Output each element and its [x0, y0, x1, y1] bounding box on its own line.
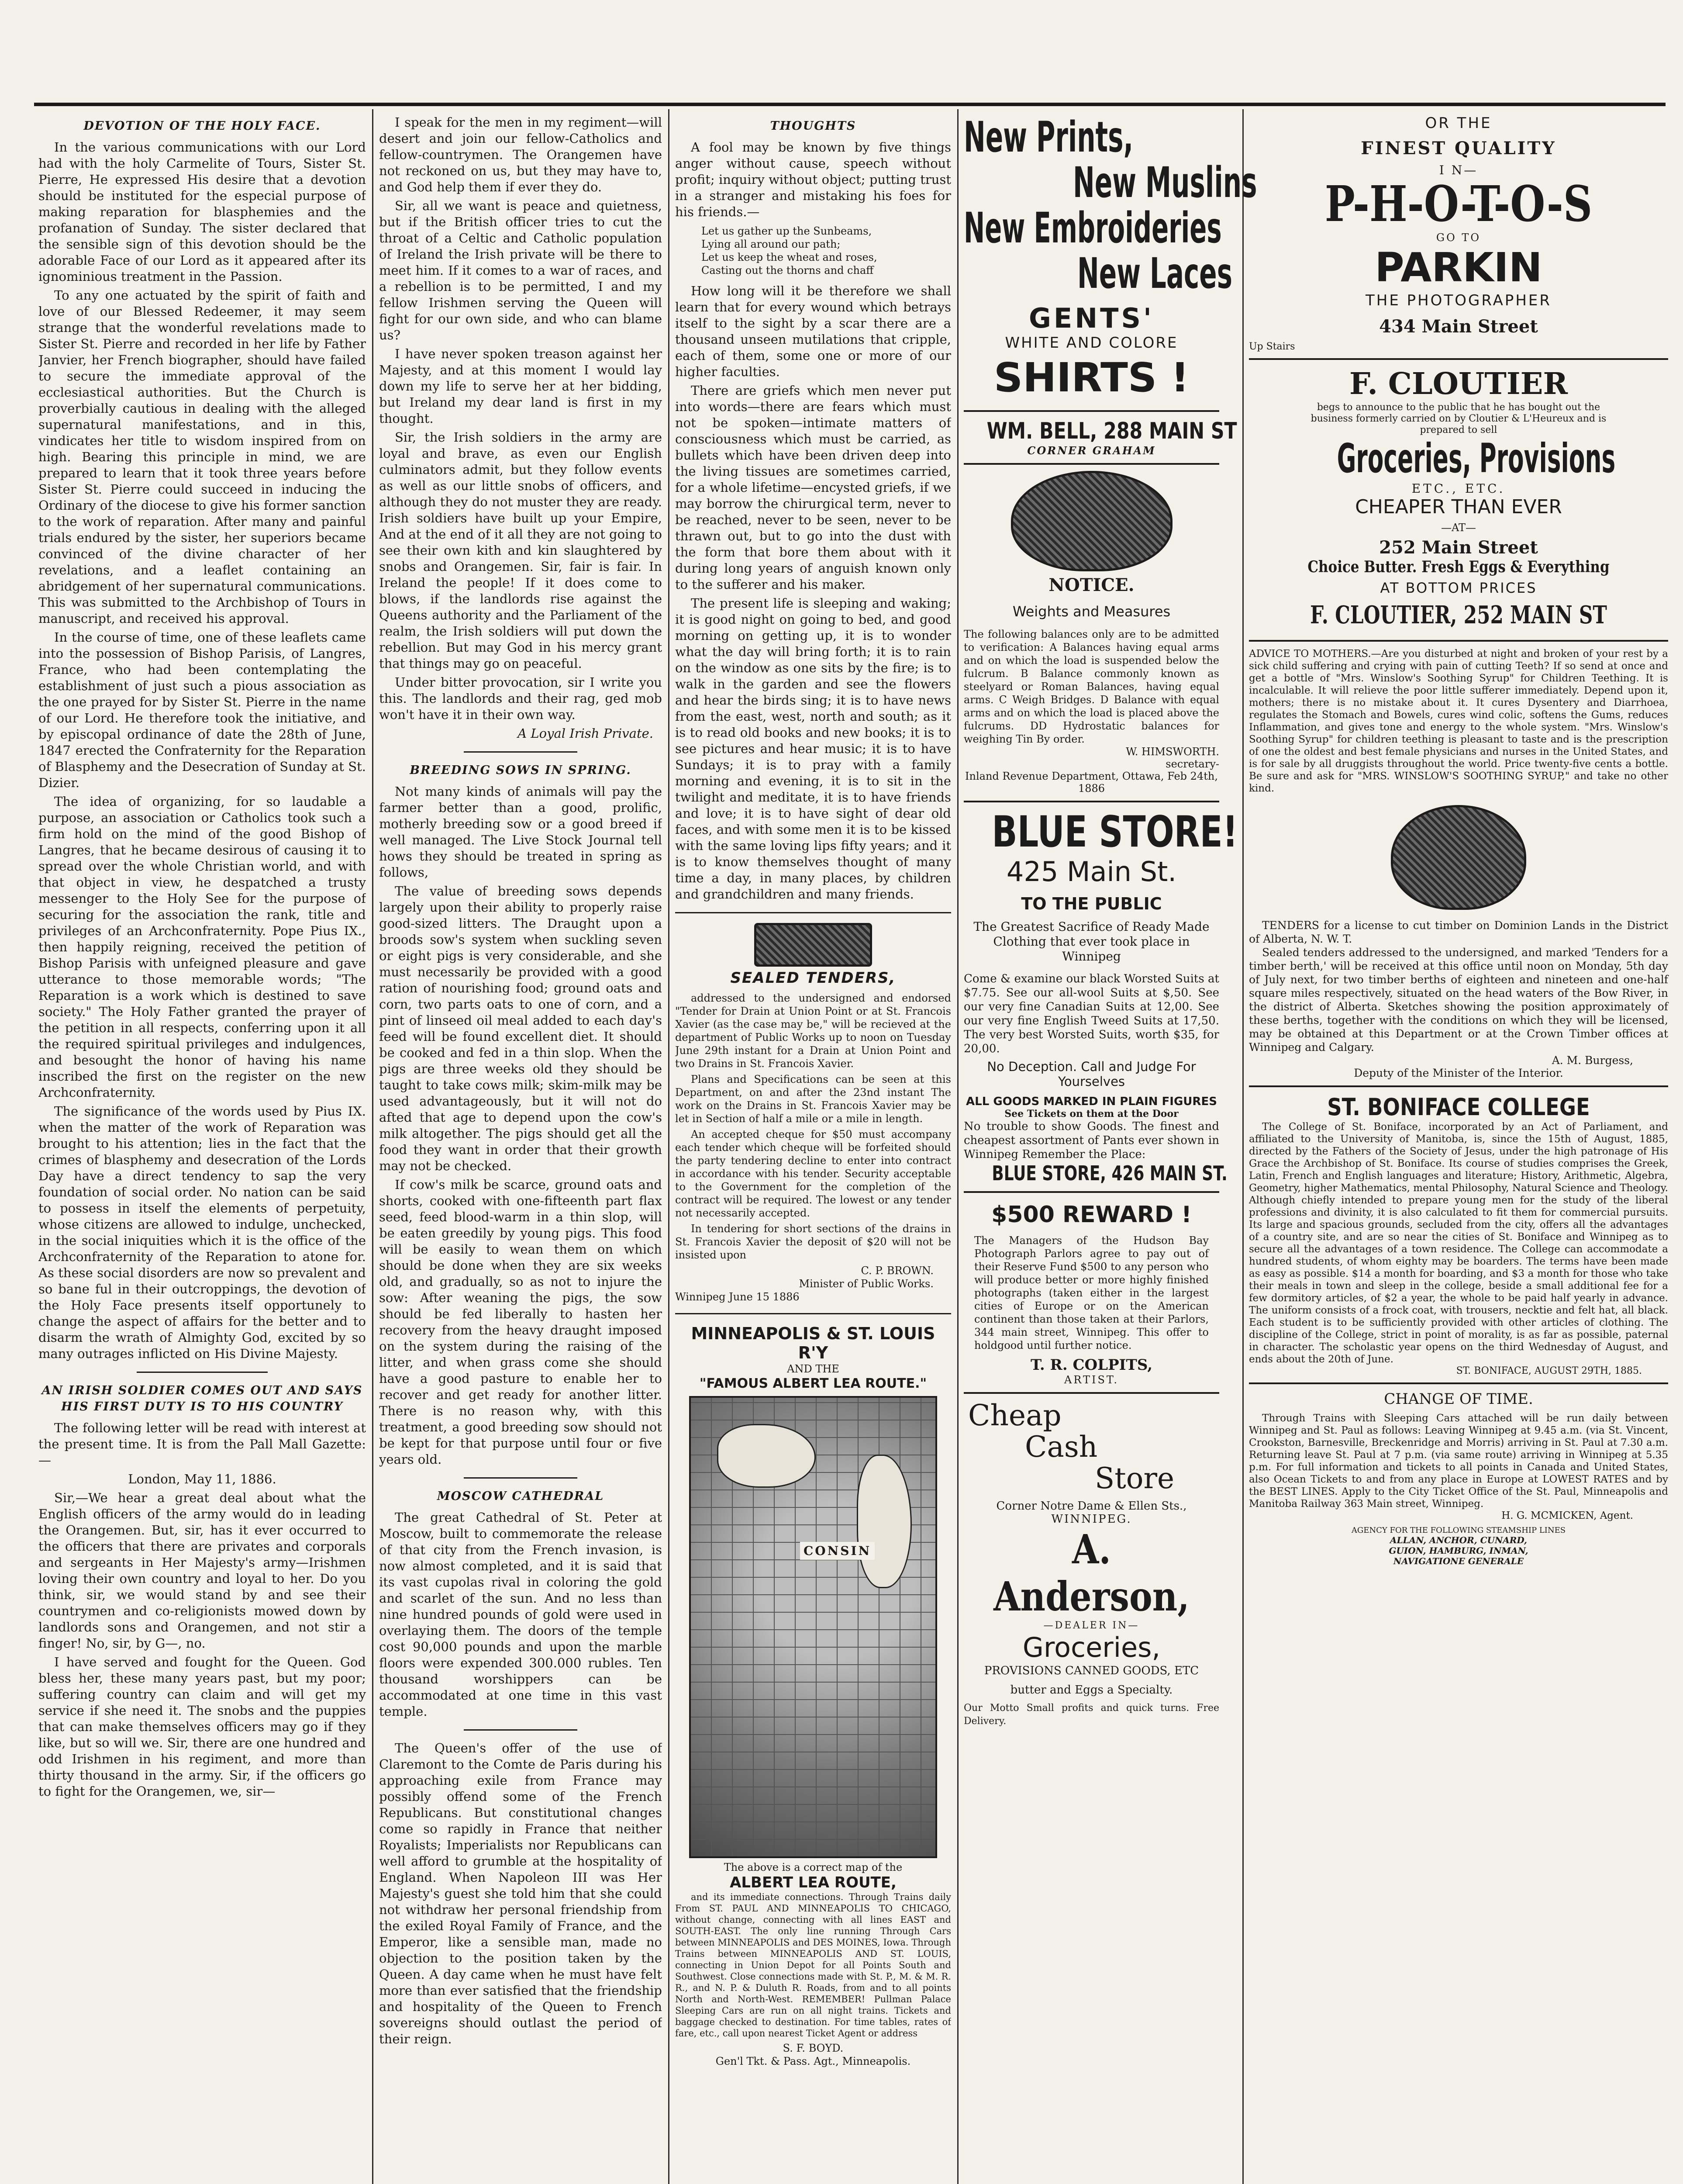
poem-line: Lying all around our path;: [701, 238, 841, 250]
railway-route: "FAMOUS ALBERT LEA ROUTE.": [699, 1376, 927, 1391]
paragraph: The value of breeding sows depends largely upon their ability to properly raise good-sized litters. The Draught upon a broods sow's system when suckling seven or eight pigs is very considerable, and she must necessarily be provided with a good ration of nourishing food; ground oats and corn, two parts oats to one of corn, and a pint of linseed oil meal added to each day's feed will be found excellent diet. It should be cooked and fed in a thin slop. When the pigs are three weeks old they should be taught to take cows milk; skim-milk may be used advantageously, but it will not do afted that age to depend upon the cow's milk altogether. The pigs should get all the food they want in order that their growth may not be checked.: [379, 884, 662, 1173]
ad-headline: New Prints,: [964, 113, 1134, 162]
article-heading: AN IRISH SOLDIER COMES OUT AND SAYS HIS FIRST DUTY IS TO HIS COUNTRY: [41, 1384, 363, 1413]
paragraph: How long will it be therefore we shall learn that for every wound which betrays itself to the sight by a scar there are a thousand unseen mutilations that cripple, each of them, some one or more of our higher faculties.: [675, 283, 951, 379]
time-signature: H. G. MCMICKEN, Agent.: [1501, 1510, 1633, 1521]
notice-title: NOTICE.: [1048, 575, 1135, 595]
column-1: [38, 114, 366, 2184]
route-sign-title: Gen'l Tkt. & Pass. Agt., Minneapolis.: [715, 2055, 911, 2067]
agency-line: AGENCY FOR THE FOLLOWING STEAMSHIP LINES: [1351, 1526, 1566, 1535]
column-rule: [372, 109, 373, 2184]
reward-signature: T. R. COLPITS,: [1030, 1356, 1153, 1374]
college-title: ST. BONIFACE COLLEGE: [1327, 1093, 1590, 1121]
paragraph: Sir, the Irish soldiers in the army are loyal and brave, as even our English culminators admit, but they follow events as well as our little snobs of officers, and although they do not muster they are ready. Irish soldiers have built up your Empire, And at the end of it all they are not going to see their own kith and kin slaughtered by snobs and Orangemen. Sir, fair is fair. In Ireland the people! If it does come to blows, if the landlords rise against the Queens authority and the Parliament of the realm, the Irish soldiers will put down the rebellion. But may God in his mercy grant that things may go on peaceful.: [379, 430, 662, 671]
paragraph: A fool may be known by five things anger without cause, speech without profit; inquiry without object; putting trust in a stranger and mistaking his foes for his friends.—: [675, 140, 951, 219]
coat-of-arms-emblem: [1391, 805, 1526, 910]
paragraph: Not many kinds of animals will pay the farmer better than a good, prolific, motherly breeding sow or a good breed if well managed. The Live Stock Journal tell hows they should be treated in spring as follows,: [379, 784, 662, 880]
column-4-ads: [964, 113, 1257, 1728]
photo-up-stairs: Up Stairs: [1249, 341, 1295, 352]
photo-ad-line: I N—: [1439, 163, 1478, 177]
cloutier-text: begs to announce to the public that he has bought out the business formerly carried on by Cloutier & L'Heureux and is prepared to sell: [1311, 402, 1607, 435]
map-lake: [857, 1455, 912, 1588]
agency-line: ALLAN, ANCHOR, CUNARD,: [1390, 1535, 1528, 1545]
dateline: London, May 11, 1886.: [128, 1472, 276, 1486]
column-3: [675, 114, 951, 2184]
dateline: Winnipeg June 15 1886: [675, 1291, 800, 1303]
column-2: [379, 114, 662, 2184]
paragraph: The great Cathedral of St. Peter at Moscow, built to commemorate the release of that city from the French invasion, is now almost completed, and it is said that its vast cupolas rival in coloring the gold and scarlet of the sun. And no less than nine hundred pounds of gold were used in overlaying them. The doors of the temple cost 90,000 pounds and upon the marble floors were expended 300.000 rubles. Ten thousand worshippers can be accommodated at one time in this vast temple.: [379, 1510, 662, 1719]
paragraph: addressed to the undersigned and endorsed "Tender for Drain at Union Point or at St. Francois Xavier (as the case may be," will be recieved at the department of Public Works up to noon on Tuesday June 29th instant for a Drain at Union Point and two Drains in St. Francois Xavier.: [675, 992, 951, 1070]
anderson-motto: Our Motto Small profits and quick turns. Free Delivery.: [964, 1703, 1219, 1727]
signature-title: Minister of Public Works.: [799, 1278, 934, 1290]
divider: [1249, 358, 1668, 360]
poem-line: Let us keep the wheat and roses,: [701, 251, 877, 263]
anderson-butter: butter and Eggs a Specialty.: [1010, 1683, 1173, 1697]
tenders-text: Sealed tenders addressed to the undersigned, and marked 'Tenders for a timber berth,' will be received at this office until noon on Monday, 5th day of July next, for two timber berths of eighteen and nineteen and one-half square miles respectively, situated on the head waters of the Bow River, in the district of Alberta. Sketches showing the position approximately of these berths, together with the conditions on which they will be licensed, may be obtained at this Department or at the Crown Timber offices at Winnipeg and Calgary.: [1249, 946, 1668, 1054]
column-rule: [957, 109, 959, 2184]
tenders-signature-title: Deputy of the Minister of the Interior.: [1354, 1067, 1563, 1079]
ad-headline: New Muslins: [1073, 158, 1257, 207]
ad-gents: GENTS': [1028, 302, 1155, 334]
ad-store-address: WM. BELL, 288 MAIN ST: [986, 418, 1237, 444]
divider: [964, 1392, 1219, 1394]
article-heading: DEVOTION OF THE HOLY FACE.: [83, 119, 321, 133]
agency-line: GUION, HAMBURG, INMAN,: [1389, 1545, 1528, 1556]
map-lake: [717, 1424, 816, 1488]
notice-signature-title: secretary-: [1166, 758, 1219, 770]
divider: [464, 1477, 577, 1479]
blue-store-address: 425 Main St.: [1006, 856, 1177, 888]
cheap-store-line: Cheap: [968, 1399, 1062, 1432]
map-label: CONSIN: [800, 1542, 875, 1560]
railway-sub: AND THE: [787, 1363, 839, 1375]
notice-dept: Inland Revenue Department, Ottawa, Feb 24th, 1886: [965, 770, 1218, 795]
anderson-dealer: —DEALER IN—: [1043, 1620, 1140, 1631]
paragraph: I have served and fought for the Queen. God bless her, these many years past, but my poor; suffering country can claim and will get my service if she need it. The snobs and the puppies that can make themselves officers may go if they like, but so will we. Sir, there are one hundred and odd Irishmen in his regiment, and more than thirty thousand in the army. Sir, if the officers go to fight for the Orangemen, we, sir—: [38, 1655, 366, 1799]
blue-store-call: No Deception. Call and Judge For Yourselves: [987, 1059, 1196, 1089]
divider: [1249, 640, 1668, 642]
cloutier-title: F. CLOUTIER: [1349, 366, 1568, 401]
signature: A Loyal Irish Private.: [517, 726, 653, 741]
cheap-store-city: WINNIPEG.: [1051, 1513, 1132, 1526]
blue-store-address-2: BLUE STORE, 426 MAIN ST.: [992, 1161, 1228, 1185]
poem-line: Let us gather up the Sunbeams,: [701, 225, 872, 237]
mothers-advice: ADVICE TO MOTHERS.—Are you disturbed at night and broken of your rest by a sick child suffering and crying with pain of cutting Teeth? If so send at once and get a bottle of "Mrs. Winslow's Soothing Syrup" for Children Teething. It is incalculable. It will relieve the poor little sufferer immediately. Depend upon it, mothers; there is no mistake about it. It cures Dysentery and Diarrhoea, regulates the Stomach and Bowels, cures wind colic, softens the Gums, reduces Inflammation, and gives tone and energy to the whole system. "Mrs. Winslow's Soothing Syrup" for children teething is pleasant to taste and is the prescription of one the oldest and best female physicians and nurses in the United States, and is for sale by all druggists throughout the world. Price twenty-five cents a bottle. Be sure and ask for "MRS. WINSLOW'S SOOTHING SYRUP," and take no other kind.: [1249, 648, 1668, 794]
paragraph: Plans and Specifications can be seen at this Department, on and after the 23nd instant The work on the Drains in St. Francois Xavier may be let in Section of half a mile or a mile in length.: [675, 1073, 951, 1125]
cloutier-at: —AT—: [1441, 522, 1476, 534]
ad-headline: New Laces: [1077, 249, 1233, 298]
paragraph: The significance of the words used by Pius IX. when the matter of the work of Reparation was brought to his attention; lies in the fact that the crimes of blasphemy and desecration of the Lords Day have a direct tendency to sap the very foundation of social order. No nation can be said to possess in itself the elements of perpetuity, whose citizens are allowed to indulge, unchecked, in the social iniquities which it is the office of the Archconfraternity of the Reparation to atone for. As these social disorders are now so prevalent and so bane ful in their outcroppings, the devotion of the Holy Face presents itself opportunely to change the aspect of affairs for the better and to disarm the wrath of Almighty God, excited by so many outrages inflicted on His Divine Majesty.: [38, 1104, 366, 1361]
article-heading: BREEDING SOWS IN SPRING.: [410, 764, 631, 777]
divider: [1249, 1085, 1668, 1087]
blue-store-title: BLUE STORE!: [992, 807, 1238, 857]
college-signature: ST. BONIFACE, AUGUST 29TH, 1885.: [1456, 1365, 1642, 1376]
divider: [964, 801, 1219, 802]
cheap-store-line: Store: [1095, 1462, 1175, 1495]
column-5-ads: [1249, 114, 1668, 1566]
photo-ad-line: GO TO: [1436, 232, 1481, 244]
paragraph: The idea of organizing, for so laudable a purpose, an association or Catholics took such a firm hold on the mind of the good Bishop of Langres, that he became desirous of causing it to spread over the whole Christian world, and with that object in view, he despatched a trusty messenger to the Holy See for the purpose of securing for the association the rank, title and privileges of an Archconfraternity. Pope Pius IX., then happily reigning, received the petition of Bishop Parisis with unfeigned pleasure and gave utterance to those memorable words; "The Reparation is a work which is destined to save society." The Holy Father granted the prayer of the petition in all respects, conferring upon it all the required spiritual privileges and indulgences, and besought the honor of having his name inscribed the first on the register on the new Archconfraternity.: [38, 794, 366, 1100]
notice-signature: W. HIMSWORTH.: [1126, 746, 1219, 758]
top-rule: [34, 103, 1666, 106]
article-heading: THOUGHTS: [770, 119, 856, 133]
notice-subtitle: Weights and Measures: [1012, 603, 1171, 620]
anderson-provisions: PROVISIONS CANNED GOODS, ETC: [984, 1664, 1199, 1677]
paragraph: The Queen's offer of the use of Claremont to the Comte de Paris during his approaching exile from France may possibly offend some of the French Republicans. But constitutional changes come so rapidly in France that neither Royalists; Imperialists nor Republicans can well afford to grumble at the hospitality of England. When Napoleon III was Her Majesty's guest she told him that she could not withdraw her personal friendship from the exiled Royal Family of France, and the Emperor, like a sensible man, made no objection to the position taken by the Queen. A day came when he must have felt more than ever satisfied that the friendship and hospitality of the Queen to French sovereigns should outlast the period of their reign.: [379, 1741, 662, 2046]
photo-ad-line: OR THE: [1425, 114, 1492, 132]
paragraph: The present life is sleeping and waking; it is good night on going to bed, and good morning on getting up, it is to wonder what the day will bring forth; it is to rain on the window as one sits by the fire; is to walk in the garden and see the flowers and hear the birds sing; it is to have news from the east, west, north and south; as it is to read old books and new books; it is to see pictures and hear music; it is to have Sundays; it is to pray with a family morning and evening, it is to sit in the twilight and meditate, it is to have friends and love; it is to have sight of dear old faces, and with some men it is to be kissed with the same loving lips fifty years; and it is to know themselves thought of many time a day, in many places, by children and grandchildren and many friends.: [675, 596, 951, 902]
blue-store-tickets: See Tickets on them at the Door: [1004, 1108, 1179, 1120]
paragraph: In the various communications with our Lord had with the holy Carmelite of Tours, Sister St. Pierre, He expressed His desire that a devotion should be instituted for the especial purpose of making reparation for blasphemies and the profanation of Sunday. The sister declared that the sensible sign of this devotion should be the adorable Face of our Lord as it appeared after its ignominious treatment in the Passion.: [38, 140, 366, 284]
photo-ad-line: THE PHOTOGRAPHER: [1365, 292, 1552, 309]
agency-line: NAVIGATIONE GENERALE: [1393, 1556, 1524, 1566]
ad-shirts: SHIRTS !: [993, 354, 1190, 401]
divider: [464, 751, 577, 753]
photos-headline: P-H-O-T-O-S: [1324, 176, 1593, 233]
divider: [675, 1313, 951, 1314]
photo-ad-line: FINEST QUALITY: [1361, 138, 1556, 159]
article-heading: MOSCOW CATHEDRAL: [437, 1489, 604, 1503]
tenders-title: TENDERS for a license to cut timber on Dominion Lands in the District of Alberta, N. W. T.: [1249, 919, 1668, 945]
notice-text: The following balances only are to be admitted to verification: A Balances having equal arms and on which the load is suspended below the fulcrum. B Balance commonly known as steelyard or Roman Balances, having equal arms. C Weigh Bridges. D Balance with equal arms and on which the load is placed above the fulcrums. DD Hydrostatic balances for weighing Tin By order.: [964, 628, 1219, 745]
ad-headline: New Embroideries: [964, 204, 1222, 252]
divider: [964, 1191, 1219, 1193]
paragraph: In the course of time, one of these leaflets came into the possession of Bishop Parisis, of Langres, France, who had been contemplating the establishment of just such a pious association as the one prayed for by Sister St. Pierre in the name of our Lord. He therefore took the initiative, and by episcopal ordinance of date the 28th of June, 1847 erected the Confraternity for the Reparation of Blasphemy and the Desecration of Sunday at St. Dizier.: [38, 630, 366, 790]
poem-line: Casting out the thorns and chaff: [701, 264, 874, 276]
route-name: ALBERT LEA ROUTE,: [730, 1874, 897, 1891]
reward-title: $500 REWARD !: [991, 1202, 1192, 1228]
time-text: Through Trains with Sleeping Cars attached will be run daily between Winnipeg and St. Paul as follows: Leaving Winnipeg at 9.45 a.m. (via St. Vincent, Crookston, Barnesville, Breckenridge and Morris) arriving in St. Paul at 7.30 a.m. Returning leave St. Paul at 7 p.m. (via same route) arriving in Winnipeg at 5.35 p.m. For full information and tickets to all points in Canada and United States, also Ocean Tickets to and from any place in Europe at LOWEST RATES and by the BEST LINES. Apply to the City Ticket Office of the St. Paul, Minneapolis and Manitoba Railway 363 Main street, Winnipeg.: [1249, 1413, 1668, 1510]
divider: [1249, 1382, 1668, 1384]
cloutier-sign: F. CLOUTIER, 252 MAIN ST: [1310, 601, 1607, 629]
reward-text: The Managers of the Hudson Bay Photograph Parlors agree to pay out of their Reserve Fund $500 to any person who will produce better or more highly finished photographs (taken either in the largest cities of Europe or on the American continent than those taken at their Parlors, 344 main street, Winnipeg. This offer to holdgood until further notice.: [974, 1234, 1209, 1351]
cheap-store-address: Corner Notre Dame & Ellen Sts.,: [996, 1500, 1187, 1513]
blue-store-public: TO THE PUBLIC: [1021, 894, 1162, 913]
divider: [964, 410, 1219, 412]
paragraph: In tendering for short sections of the drains in St. Francois Xavier the deposit of $20 will not be insisted upon: [675, 1223, 951, 1261]
coat-of-arms-emblem: [754, 923, 872, 967]
blue-store-plain: ALL GOODS MARKED IN PLAIN FIGURES: [966, 1095, 1217, 1108]
paragraph: Sir, all we want is peace and quietness, but if the British officer tries to cut the throat of a Celtic and Catholic population of Ireland the Irish private will be there to meet him. If it comes to a war of races, and a rebellion is to be permitted, I and my fellow Irishmen serving the Queen will fight for our own side, and who can blame us?: [379, 198, 662, 342]
ad-white-colore: WHITE AND COLORE: [1005, 334, 1178, 352]
divider: [137, 1372, 268, 1373]
tenders-signature: A. M. Burgess,: [1552, 1054, 1633, 1067]
poem: [701, 225, 951, 277]
railway-title: MINNEAPOLIS & ST. LOUIS R'Y: [691, 1324, 935, 1362]
paragraph: There are griefs which men never put into words—there are fears which must not be spoken—intimate matters of consciousness which must be carried, as bullets which have been driven deep into the living tissues are sometimes carried, for a whole lifetime—encysted griefs, if we may borrow the chirurgical term, never to be reached, never to be seen, never to be thrawn out, but to go into the dust with the form that bore them about with it during long years of anguish known only to the sufferer and his maker.: [675, 383, 951, 592]
cloutier-address: 252 Main Street: [1379, 537, 1538, 558]
time-title: CHANGE OF TIME.: [1384, 1390, 1533, 1408]
railway-map: [689, 1396, 937, 1858]
anderson-groceries: Groceries,: [1022, 1631, 1161, 1663]
paragraph: To any one actuated by the spirit of faith and love of our Blessed Redeemer, it may seem strange that the wonderful revelations made to Sister St. Pierre and recorded in her life by Father Janvier, her French biographer, should have failed to secure the immediate approval of the ecclesiastical authorities. But the Church is proverbially cautious in dealing with the alleged supernatural manifestations, and in this, vindicates her title to wisdom inspired from on high. Bearing this principle in mind, we are prepared to learn that it took three years before Sister St. Pierre could succeed in inducing the Ordinary of the diocese to give his former sanction to the work of reparation. After many and painful trials endured by the sister, her superiors became convinced of the divine character of her revelations, and a leaflet containing an abridgement of her supernatural communications. This was submitted to the Archbishop of Tours in manuscript, and received his approval.: [38, 288, 366, 626]
divider: [675, 912, 951, 913]
route-sign: S. F. BOYD.: [783, 2042, 844, 2054]
blue-store-prices: Come & examine our black Worsted Suits at $7.75. See our all-wool Suits at $,50. See our very fine Canadian Suits at 12,00. See our very fine English Tweed Suits at 17,50. The very best Worsted Suits, worth $35, for 20,00.: [964, 972, 1219, 1055]
coat-of-arms-emblem: [1011, 471, 1173, 571]
photo-address: 434 Main Street: [1379, 316, 1538, 337]
paragraph: I speak for the men in my regiment—will desert and join our fellow-Catholics and fellow-countrymen. The Orangemen have not reckoned on us, but they may have to, and God help them if ever they do.: [379, 115, 662, 194]
paragraph: An accepted cheque for $50 must accompany each tender which cheque will be forfeited should the party tendering decline to enter into contract in accordance with his tender. Security acceptable to the Government for the completion of the contract will be required. The lowest or any tender not necessarily accepted.: [675, 1128, 951, 1219]
paragraph: The following letter will be read with interest at the present time. It is from the Pall Mall Gazette:—: [38, 1420, 366, 1468]
college-text: The College of St. Boniface, incorporated by an Act of Parliament, and affiliated to the University of Manitoba, is, since the 15th of August, 1885, directed by the Fathers of the Society of Jesus, under the high patronage of His Grace the Archbishop of St. Boniface. Its course of studies comprises the Greek, Latin, French and English languages and literature; History, Arithmetic, Algebra, Geometry, higher Mathematics, mental Philosophy, Natural Science and Theology. Although chiefly intended to prepare young men for the study of the liberal professions and divinity, it is also calculated to fit them for commercial pursuits. Its large and spacious grounds, secluded from the city, offers all the advantages of a country site, and are so near the cities of St. Boniface and Winnipeg as to secure all the advantages of a town residence. The College can accommodate a hundred students, of whom eighty may be boarders. The terms have been made as easy as possible. $14 a month for boarding, and $3 a month for those who take their meals in town and sleep in the college, beside a small additional fee for a few dormitory articles, of $2 a year, the whole to be paid half yearly in advance. The uniform consists of a frock coat, with trousers, necktie and felt hat, all black. Each student is to be sufficiently provided with other articles of clothing. The discipline of the College, strict in point of morality, is as far as possible, paternal in character. The scholastic year opens on the third Wednesday of August, and ends about the 20th of June.: [1249, 1121, 1668, 1365]
reward-signature-title: ARTIST.: [1064, 1374, 1119, 1386]
divider: [464, 1729, 577, 1731]
tender-heading: SEALED TENDERS,: [730, 969, 896, 987]
map-caption: The above is a correct map of the: [724, 1861, 903, 1873]
ad-corner: CORNER GRAHAM: [1027, 444, 1156, 457]
paragraph: Under bitter provocation, sir I write you this. The landlords and their rag, ged mob won't have it in their own way.: [379, 675, 662, 722]
paragraph: I have never spoken treason against her Majesty, and at this moment I would lay down my life to serve her at her bidding, but Ireland my dear land is first in my thought.: [379, 346, 662, 426]
cheap-store-line: Cash: [1025, 1430, 1098, 1464]
paragraph: Sir,—We hear a great deal about what the English officers of the army would do in leading the Orangemen. But, sir, has it ever occurred to the officers that there are privates and corporals and sergeants in Her Majesty's army—Irishmen loving their own country and loyal to her. Do you think, sir, we would stand by and see their countrymen and co-religionists mowed down by landlords sons and Orangemen, and not stir a finger! No, sir, by G—, no.: [38, 1490, 366, 1651]
cloutier-bottom-prices: AT BOTTOM PRICES: [1380, 580, 1537, 596]
cloutier-choice: Choice Butter. Fresh Eggs & Everything: [1307, 558, 1610, 576]
anderson-name: A. Anderson,: [993, 1526, 1190, 1620]
parkin-name: PARKIN: [1375, 244, 1542, 291]
signature: C. P. BROWN.: [861, 1265, 934, 1277]
column-rule: [668, 109, 669, 2184]
blue-store-trouble: No trouble to show Goods. The finest and cheapest assortment of Pants ever shown in Winnipeg Remember the Place:: [964, 1120, 1219, 1161]
cloutier-cheaper: CHEAPER THAN EVER: [1355, 496, 1562, 518]
cloutier-groceries: Groceries, Provisions: [1337, 435, 1616, 482]
route-text: and its immediate connections. Through Trains daily From ST. PAUL AND MINNEAPOLIS TO CHICAGO, without change, connecting with all lines EAST and SOUTH-EAST. The only line running Through Cars between MINNEAPOLIS and DES MOINES, Iowa. Through Trains between MINNEAPOLIS AND ST. LOUIS, connecting in Union Depot for all Points South and Southwest. Close connections made with St. P., M. & M. R. R., and N. P. & Duluth R. Roads, from and to all points North and North-West. REMEMBER! Pullman Palace Sleeping Cars are run on all night trains. Tickets and baggage checked to destination. For time tables, rates of fare, etc., call upon nearest Ticket Agent or address: [675, 1892, 951, 2039]
column-rule: [1242, 109, 1244, 2184]
cloutier-etc: ETC., ETC.: [1411, 481, 1506, 496]
divider: [964, 463, 1219, 465]
blue-store-text: The Greatest Sacrifice of Ready Made Clothing that ever took place in Winnipeg: [973, 919, 1210, 964]
paragraph: If cow's milk be scarce, ground oats and shorts, cooked with one-fifteenth part flax seed, feed blood-warm in a thin slop, will be eaten greedily by young pigs. This food will be easily to wean them on which should be done when they are six weeks old, and gradually, so as not to injure the sow: After weaning the pigs, the sow should be fed liberally to hasten her recovery from the heavy draught imposed on the system during the raising of the litter, and when grass come she should have a good pasture to enable her to recover and get ready for another litter. There is no reason why, with this treatment, a good breeding sow should not be kept for that purpose until four or five years old.: [379, 1177, 662, 1467]
